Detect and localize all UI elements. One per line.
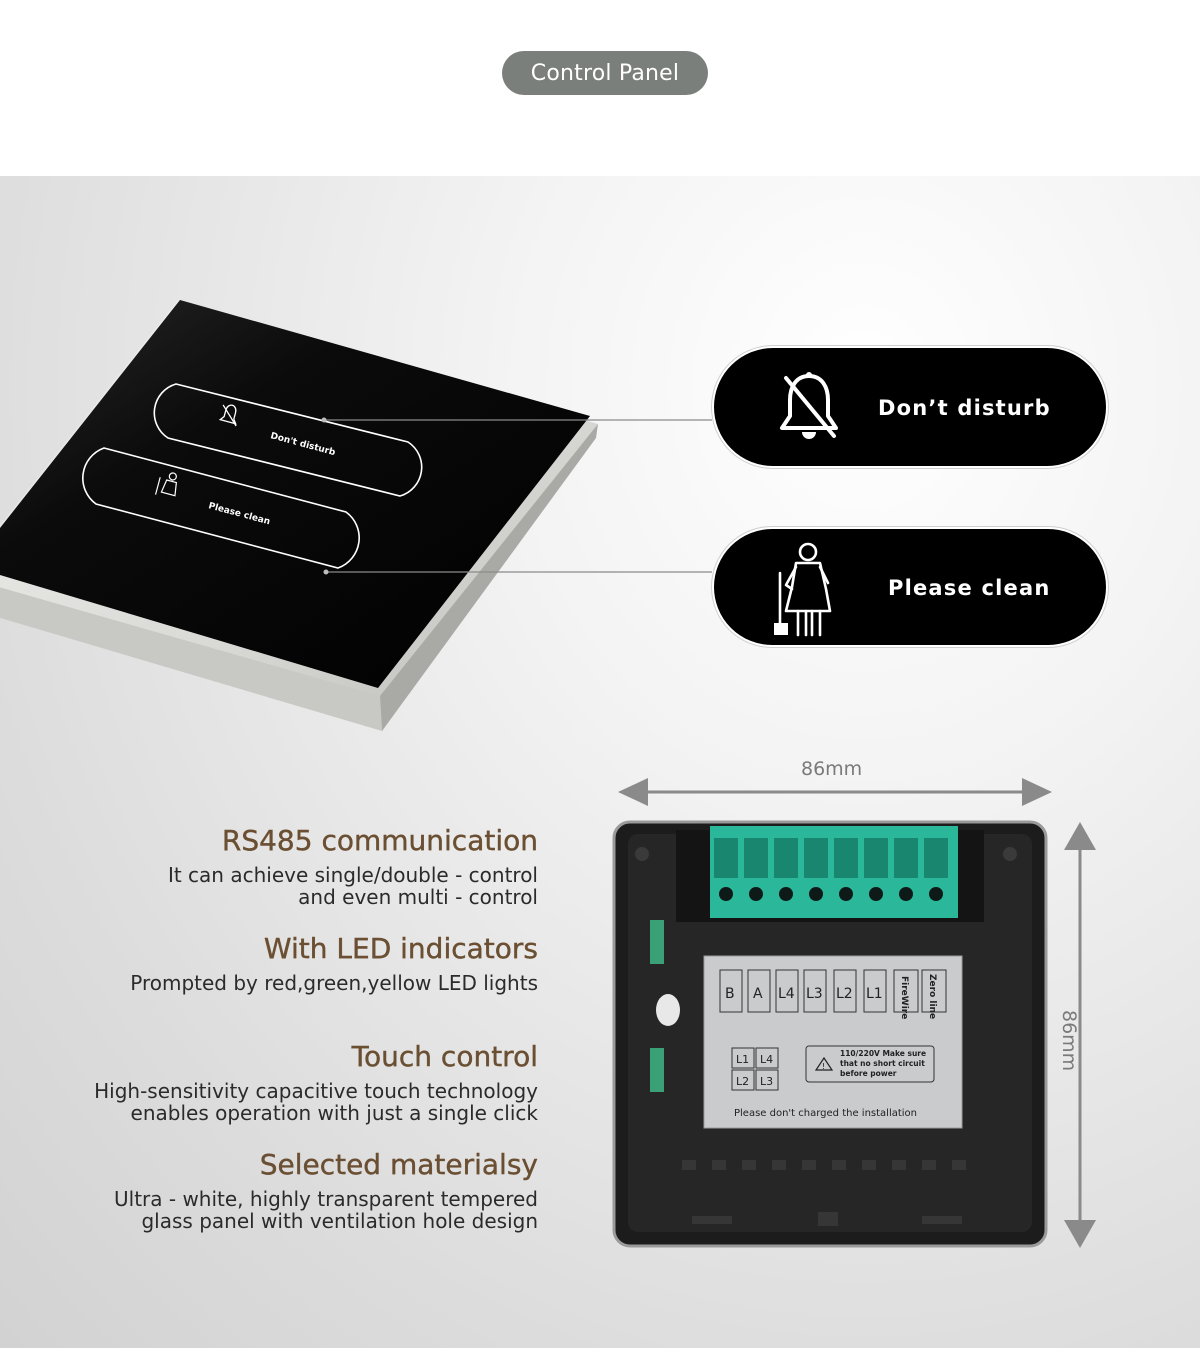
width-dimension-label: 86mm bbox=[801, 758, 863, 780]
grid-label: L1 bbox=[736, 1053, 750, 1066]
terminal-label: Zero line bbox=[927, 974, 937, 1020]
feature-line: Prompted by red,green,yellow LED lights bbox=[130, 971, 538, 995]
terminal-label: L2 bbox=[836, 986, 853, 1002]
callout-please-clean bbox=[712, 527, 1108, 647]
feature-line: Ultra - white, highly transparent tempered bbox=[114, 1187, 538, 1211]
device-front-panel bbox=[0, 176, 1200, 796]
feature-title: Selected materialsy bbox=[259, 1148, 538, 1181]
feature-line: glass panel with ventilation hole design bbox=[141, 1209, 538, 1233]
callout-dont-disturb bbox=[712, 346, 1108, 468]
warning-line: that no short circuit bbox=[840, 1059, 925, 1068]
feature-line: High-sensitivity capacitive touch technology bbox=[94, 1079, 538, 1103]
terminal-label: FireWire bbox=[899, 976, 909, 1020]
feature-materials bbox=[18, 1148, 538, 1232]
width-dimension-arrow bbox=[616, 774, 1054, 810]
panel-label-please-clean: Please clean bbox=[207, 501, 272, 528]
feature-title: RS485 communication bbox=[221, 824, 538, 857]
feature-touch bbox=[18, 1040, 538, 1124]
terminal-label: A bbox=[753, 986, 763, 1002]
feature-led bbox=[18, 932, 538, 994]
feature-title: Touch control bbox=[351, 1040, 538, 1073]
callout-label: Don’t disturb bbox=[878, 396, 1051, 420]
feature-line: enables operation with just a single click bbox=[130, 1101, 538, 1125]
grid-label: L2 bbox=[736, 1075, 750, 1088]
feature-line: and even multi - control bbox=[298, 885, 538, 909]
feature-rs485 bbox=[18, 824, 538, 908]
svg-text:!: ! bbox=[822, 1062, 826, 1071]
feature-title: With LED indicators bbox=[263, 932, 538, 965]
bell-off-icon bbox=[776, 370, 842, 446]
callout-label: Please clean bbox=[888, 576, 1051, 600]
grid-label: L3 bbox=[760, 1075, 774, 1088]
cleaner-icon bbox=[772, 541, 836, 641]
warning-line: before power bbox=[840, 1069, 897, 1078]
feature-line: It can achieve single/double - control bbox=[167, 863, 538, 887]
terminal-label: B bbox=[725, 986, 735, 1002]
panel-label-dont-disturb: Don't disturb bbox=[269, 431, 337, 459]
page-title: Control Panel bbox=[502, 51, 708, 95]
terminal-label: L1 bbox=[866, 986, 883, 1002]
terminal-label: L3 bbox=[806, 986, 823, 1002]
warning-line: 110/220V Make sure bbox=[840, 1049, 927, 1058]
height-dimension-label: 86mm bbox=[1058, 1010, 1080, 1072]
wiring-label bbox=[704, 956, 962, 1128]
device-back-view bbox=[612, 820, 1048, 1248]
install-note: Please don't charged the installation bbox=[734, 1108, 918, 1119]
grid-label: L4 bbox=[760, 1053, 774, 1066]
terminal-label: L4 bbox=[778, 986, 795, 1002]
